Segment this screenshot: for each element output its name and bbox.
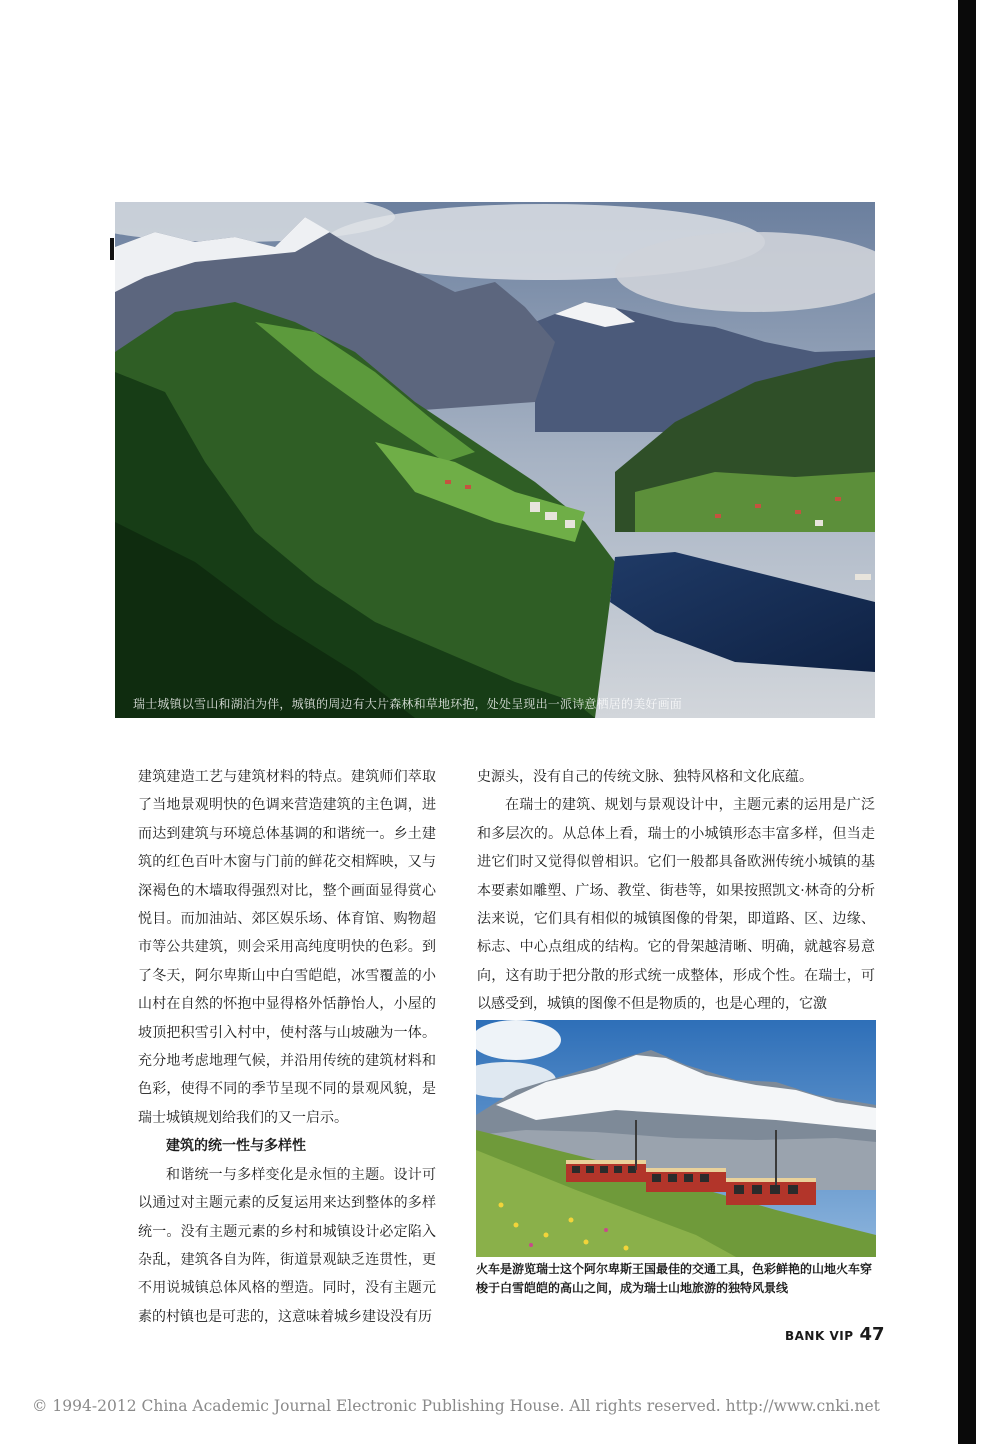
section-heading: 建筑的统一性与多样性 (166, 1138, 306, 1155)
scan-edge-mark (110, 238, 114, 260)
page-number: 47 (859, 1324, 885, 1345)
left-paragraph-1: 建筑建造工艺与建筑材料的特点。建筑师们萃取了当地景观明快的色调来营造建筑的主色调，进而达到建筑与环境总体基调的和谐统一。乡土建筑的红色百叶木窗与门前的鲜花交相辉映，又与深褐色的木墙取得强烈对比，整个画面显得赏心悦目。而加油站、郊区娱乐场、体育馆、购物超市等公共建筑，则会采用高纯度明快的色彩。到了冬天，阿尔卑斯山中白雪皑皑，冰雪覆盖的小山村在自然的怀抱中显得格外恬静怡人，小屋的坡顶把积雪引入村中，使村落与山坡融为一体。充分地考虑地理气候，并沿用传统的建筑材料和色彩，使得不同的季节呈现不同的景观风貌，是瑞士城镇规划给我们的又一启示。 (138, 769, 436, 1126)
magazine-brand: BANK VIP (785, 1329, 854, 1343)
landscape-photo (115, 202, 875, 718)
article-column-right (477, 763, 875, 1019)
scan-edge-bar (958, 0, 976, 1444)
copyright-line: © 1994-2012 China Academic Journal Electronic Publishing House. All rights reserved. http://www.cnki.net (32, 1397, 880, 1415)
right-paragraph-2: 在瑞士的建筑、规划与景观设计中，主题元素的运用是广泛和多层次的。从总体上看，瑞士的小城镇形态丰富多样，但当走进它们时又觉得似曾相识。它们一般都具备欧洲传统小城镇的基本要素如雕塑、广场、教堂、街巷等，如果按照凯文·林奇的分析法来说，它们具有相似的城镇图像的骨架，即道路、区、边缘、标志、中心点组成的结构。它的骨架越清晰、明确，就越容易意向，这有助于把分散的形式统一成整体，形成个性。在瑞士，可以感受到，城镇的图像不但是物质的，也是心理的，它激 (477, 797, 875, 1013)
right-paragraph-1: 史源头，没有自己的传统文脉、独特风格和文化底蕴。 (477, 769, 813, 785)
train-illustration (476, 1020, 876, 1257)
page-footer (785, 1324, 885, 1345)
left-paragraph-2: 和谐统一与多样变化是永恒的主题。设计可以通过对主题元素的反复运用来达到整体的多样统一。没有主题元素的乡村和城镇设计必定陷入杂乱，建筑各自为阵，街道景观缺乏连贯性，更不用说城镇总体风格的塑造。同时，没有主题元素的村镇也是可悲的，这意味着城乡建设没有历 (138, 1166, 436, 1325)
landscape-caption: 瑞士城镇以雪山和湖泊为伴，城镇的周边有大片森林和草地环抱，处处呈现出一派诗意栖居的美好画面 (133, 697, 683, 711)
train-caption: 火车是游览瑞士这个阿尔卑斯王国最佳的交通工具，色彩鲜艳的山地火车穿梭于白雪皑皑的高山之间，成为瑞士山地旅游的独特风景线 (476, 1262, 873, 1295)
landscape-illustration (115, 202, 875, 718)
train-photo (476, 1020, 876, 1257)
article-column-left (138, 763, 436, 1331)
